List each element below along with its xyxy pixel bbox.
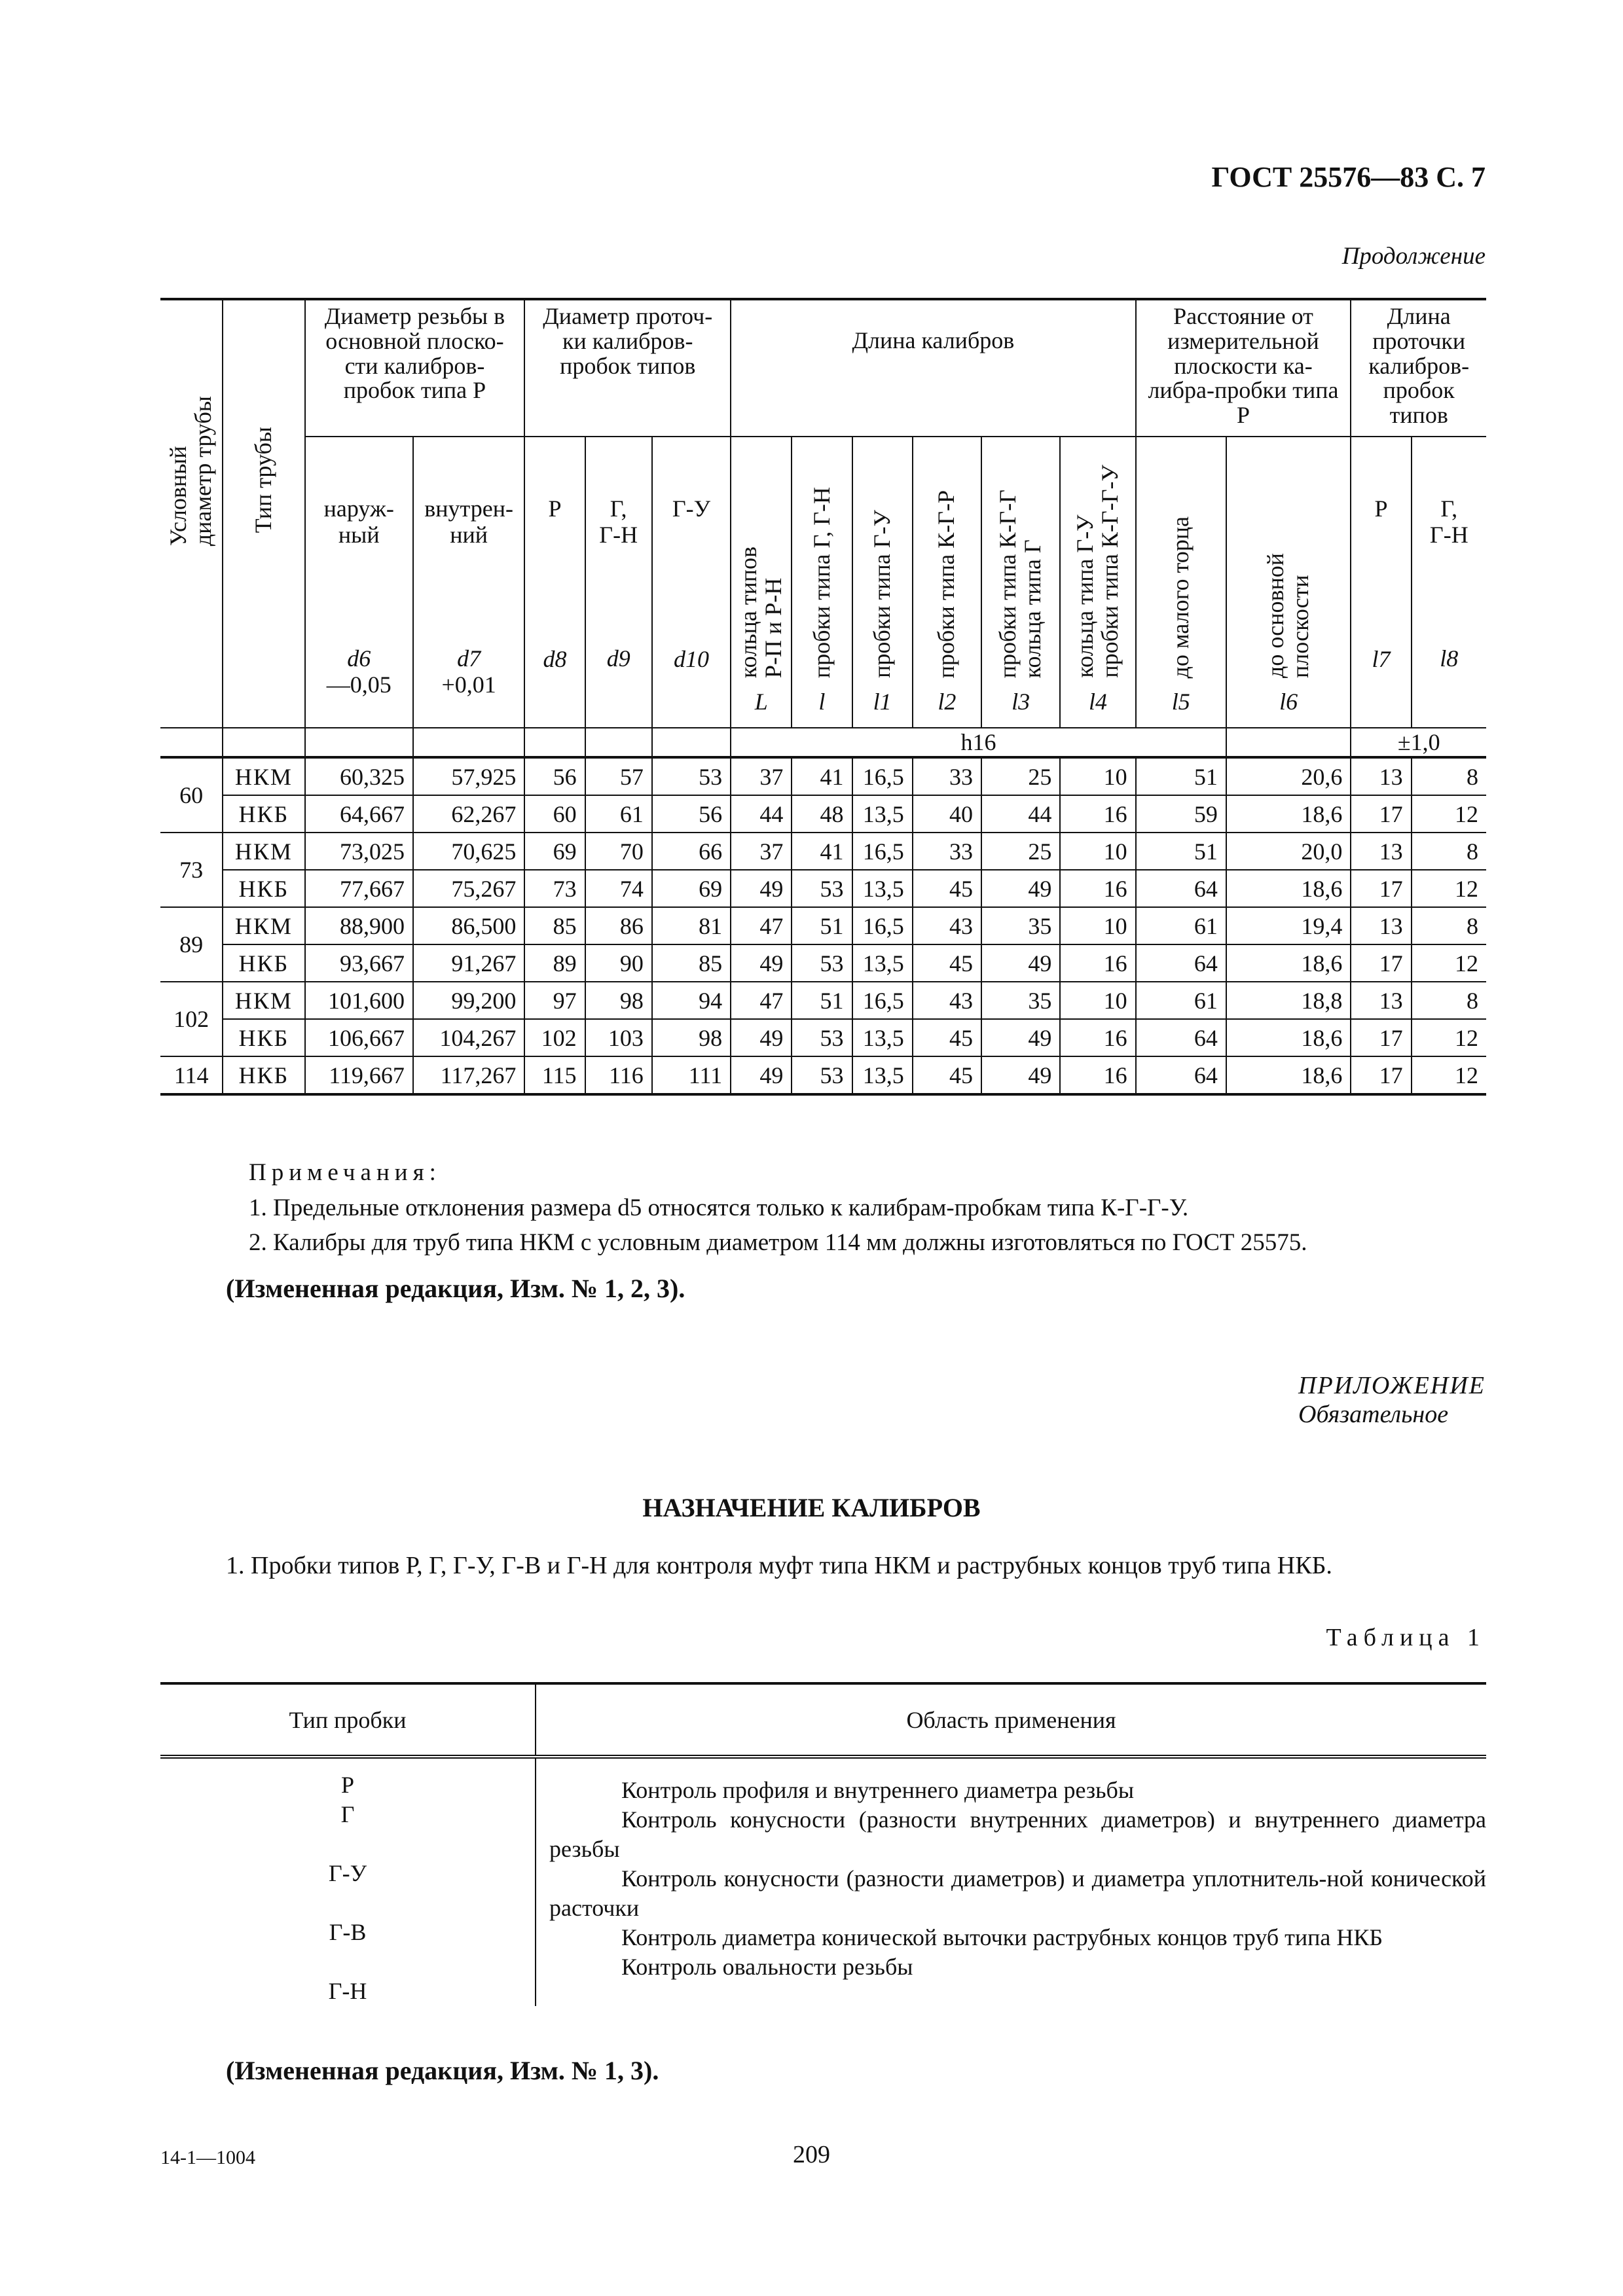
- cell-value: 8: [1412, 907, 1486, 944]
- cell-pipe-type: НКМ: [223, 757, 304, 795]
- table1-header-area: Область применения: [536, 1683, 1486, 1757]
- cell-pipe-type: НКМ: [223, 982, 304, 1019]
- sub-header-distance-l5: до малого торца l5: [1136, 437, 1226, 728]
- cell-value: 49: [731, 870, 792, 907]
- cell-value: 101,600: [305, 982, 413, 1019]
- table1-header-type: Тип пробки: [160, 1683, 536, 1757]
- table1-type: Г: [340, 1801, 355, 1827]
- sub-header-length-L: кольца типов Р-П и Р-Н L: [731, 437, 792, 728]
- cell-value: 97: [524, 982, 585, 1019]
- cell-value: 61: [1136, 907, 1226, 944]
- table1-type: Г-Н: [328, 1978, 367, 2004]
- cell-value: 86: [585, 907, 652, 944]
- cell-value: 62,267: [413, 795, 524, 833]
- table1-types-column: [160, 1757, 536, 2006]
- group-header-groove-length: Длина проточки калибров-пробок типов: [1351, 299, 1486, 437]
- table1-area: Контроль конусности (разности диаметров) и диаметра уплотнитель-ной конической расточки: [549, 1865, 1486, 1921]
- cell-value: 8: [1412, 757, 1486, 795]
- cell-value: 12: [1412, 795, 1486, 833]
- cell-value: 103: [585, 1019, 652, 1056]
- cell-value: 16: [1060, 944, 1135, 982]
- cell-value: 13,5: [852, 870, 913, 907]
- tolerance-pm: ±1,0: [1351, 728, 1486, 757]
- notes-title: Примечания:: [249, 1159, 441, 1186]
- page-header: ГОСТ 25576—83 С. 7: [1211, 161, 1486, 193]
- cell-value: 106,667: [305, 1019, 413, 1056]
- tolerance-h16: h16: [731, 728, 1226, 757]
- cell-pipe-type: НКБ: [223, 795, 304, 833]
- cell-value: 77,667: [305, 870, 413, 907]
- cell-value: 49: [731, 1056, 792, 1094]
- cell-value: 16: [1060, 870, 1135, 907]
- cell-value: 8: [1412, 833, 1486, 870]
- col-header-diameter: Условный диаметр трубы: [160, 299, 223, 728]
- cell-diameter: 114: [160, 1056, 223, 1094]
- cell-value: 75,267: [413, 870, 524, 907]
- cell-value: 56: [652, 795, 731, 833]
- cell-value: 60: [524, 795, 585, 833]
- cell-value: 104,267: [413, 1019, 524, 1056]
- cell-value: 17: [1351, 795, 1411, 833]
- cell-value: 91,267: [413, 944, 524, 982]
- cell-value: 25: [981, 757, 1060, 795]
- sub-header-length-l2: пробки типа К-Г-Р l2: [913, 437, 981, 728]
- cell-value: 53: [792, 870, 852, 907]
- table1-areas-column: [536, 1757, 1486, 2006]
- cell-value: 119,667: [305, 1056, 413, 1094]
- sub-header-distance-l6: до основной плоскости l6: [1226, 437, 1351, 728]
- cell-value: 12: [1412, 870, 1486, 907]
- cell-diameter: 102: [160, 982, 223, 1056]
- paragraph-1: 1. Пробки типов Р, Г, Г-У, Г-В и Г-Н для контроля муфт типа НКМ и раструбных концов труб типа НКБ.: [226, 1552, 1332, 1579]
- cell-value: 43: [913, 907, 981, 944]
- cell-value: 117,267: [413, 1056, 524, 1094]
- sub-header-g-gn: Г, Г-Н d9: [585, 437, 652, 728]
- cell-value: 16,5: [852, 907, 913, 944]
- gauge-dimensions-table: [160, 298, 1486, 1096]
- cell-value: 49: [981, 1056, 1060, 1094]
- cell-value: 45: [913, 1019, 981, 1056]
- cell-value: 43: [913, 982, 981, 1019]
- appendix-title: ПРИЛОЖЕНИЕ: [1298, 1372, 1486, 1399]
- cell-value: 44: [731, 795, 792, 833]
- cell-value: 94: [652, 982, 731, 1019]
- cell-value: 10: [1060, 982, 1135, 1019]
- cell-value: 16: [1060, 795, 1135, 833]
- cell-value: 51: [1136, 757, 1226, 795]
- cell-value: 70: [585, 833, 652, 870]
- group-header-thread-diameter: Диаметр резьбы в основной плоско-сти калибров-пробок типа Р: [305, 299, 525, 437]
- cell-value: 69: [524, 833, 585, 870]
- cell-value: 85: [652, 944, 731, 982]
- note-2: 2. Калибры для труб типа НКМ с условным диаметром 114 мм должны изготовляться по ГОСТ 25575.: [249, 1229, 1307, 1257]
- cell-pipe-type: НКБ: [223, 870, 304, 907]
- cell-value: 49: [731, 1019, 792, 1056]
- cell-value: 20,0: [1226, 833, 1351, 870]
- cell-pipe-type: НКБ: [223, 944, 304, 982]
- section-title: НАЗНАЧЕНИЕ КАЛИБРОВ: [642, 1493, 981, 1522]
- cell-pipe-type: НКБ: [223, 1056, 304, 1094]
- cell-value: 59: [1136, 795, 1226, 833]
- cell-value: 35: [981, 982, 1060, 1019]
- cell-diameter: 89: [160, 907, 223, 982]
- cell-value: 49: [981, 1019, 1060, 1056]
- cell-value: 69: [652, 870, 731, 907]
- cell-value: 16,5: [852, 833, 913, 870]
- cell-value: 88,900: [305, 907, 413, 944]
- cell-value: 18,6: [1226, 795, 1351, 833]
- footer-code: 14-1—1004: [160, 2147, 255, 2168]
- group-header-gauge-length: Длина калибров: [731, 299, 1135, 437]
- table-row: [160, 833, 1486, 870]
- cell-value: 16,5: [852, 982, 913, 1019]
- cell-value: 16,5: [852, 757, 913, 795]
- cell-value: 57: [585, 757, 652, 795]
- cell-value: 45: [913, 870, 981, 907]
- cell-value: 13: [1351, 907, 1411, 944]
- sub-header-p: Р d8: [524, 437, 585, 728]
- cell-value: 17: [1351, 1056, 1411, 1094]
- cell-value: 64,667: [305, 795, 413, 833]
- cell-value: 18,6: [1226, 944, 1351, 982]
- cell-value: 73: [524, 870, 585, 907]
- cell-value: 13,5: [852, 1056, 913, 1094]
- plug-types-table: [160, 1682, 1486, 2006]
- sub-header-groove-g: Г, Г-Н l8: [1412, 437, 1486, 728]
- cell-value: 57,925: [413, 757, 524, 795]
- table1-area: Контроль диаметра конической выточки раструбных концов труб типа НКБ: [621, 1924, 1383, 1950]
- cell-value: 12: [1412, 944, 1486, 982]
- cell-pipe-type: НКМ: [223, 833, 304, 870]
- table1-area: Контроль овальности резьбы: [621, 1953, 913, 1980]
- cell-value: 41: [792, 757, 852, 795]
- cell-value: 49: [731, 944, 792, 982]
- cell-value: 98: [652, 1019, 731, 1056]
- sub-header-length-l: пробки типа Г, Г-Н l: [792, 437, 852, 728]
- cell-value: 12: [1412, 1056, 1486, 1094]
- cell-value: 116: [585, 1056, 652, 1094]
- cell-value: 53: [792, 944, 852, 982]
- cell-value: 49: [981, 870, 1060, 907]
- cell-value: 33: [913, 833, 981, 870]
- table-row: [160, 1056, 1486, 1094]
- cell-value: 98: [585, 982, 652, 1019]
- cell-value: 45: [913, 1056, 981, 1094]
- cell-value: 111: [652, 1056, 731, 1094]
- cell-value: 74: [585, 870, 652, 907]
- sub-header-inner: внутрен- ний d7 +0,01: [413, 437, 524, 728]
- cell-value: 61: [1136, 982, 1226, 1019]
- cell-value: 17: [1351, 944, 1411, 982]
- cell-value: 16: [1060, 1019, 1135, 1056]
- cell-value: 86,500: [413, 907, 524, 944]
- continuation-label: Продолжение: [1341, 243, 1486, 270]
- table-row: [160, 944, 1486, 982]
- table1-area: Контроль конусности (разности внутренних диаметров) и внутреннего диаметра резьбы: [549, 1806, 1486, 1862]
- cell-value: 8: [1412, 982, 1486, 1019]
- cell-value: 102: [524, 1019, 585, 1056]
- sub-header-length-l1: пробки типа Г-У l1: [852, 437, 913, 728]
- cell-value: 47: [731, 982, 792, 1019]
- cell-value: 18,6: [1226, 1056, 1351, 1094]
- cell-value: 48: [792, 795, 852, 833]
- cell-value: 33: [913, 757, 981, 795]
- cell-value: 64: [1136, 1056, 1226, 1094]
- cell-value: 41: [792, 833, 852, 870]
- sub-header-outer: наруж- ный d6 —0,05: [305, 437, 413, 728]
- cell-value: 66: [652, 833, 731, 870]
- cell-value: 53: [792, 1019, 852, 1056]
- table-row: [160, 870, 1486, 907]
- cell-value: 51: [792, 982, 852, 1019]
- cell-value: 12: [1412, 1019, 1486, 1056]
- cell-value: 53: [652, 757, 731, 795]
- page-number: 209: [793, 2141, 830, 2168]
- cell-value: 10: [1060, 907, 1135, 944]
- cell-value: 10: [1060, 757, 1135, 795]
- cell-value: 64: [1136, 870, 1226, 907]
- cell-value: 17: [1351, 870, 1411, 907]
- cell-value: 19,4: [1226, 907, 1351, 944]
- cell-value: 51: [1136, 833, 1226, 870]
- table1-area: Контроль профиля и внутреннего диаметра резьбы: [621, 1776, 1135, 1803]
- amendment-note-1: (Измененная редакция, Изм. № 1, 2, 3).: [226, 1274, 685, 1303]
- sub-header-length-l3: пробки типа К-Г-Г кольца типа Г l3: [981, 437, 1060, 728]
- note-1: 1. Предельные отклонения размера d5 относятся только к калибрам-пробкам типа К-Г-Г-У.: [249, 1194, 1189, 1221]
- cell-value: 17: [1351, 1019, 1411, 1056]
- cell-value: 56: [524, 757, 585, 795]
- cell-value: 13,5: [852, 795, 913, 833]
- table1-type: Г-В: [329, 1919, 367, 1945]
- cell-value: 85: [524, 907, 585, 944]
- table-row: [160, 907, 1486, 944]
- cell-value: 70,625: [413, 833, 524, 870]
- cell-value: 18,6: [1226, 870, 1351, 907]
- cell-value: 47: [731, 907, 792, 944]
- cell-value: 61: [585, 795, 652, 833]
- cell-value: 18,6: [1226, 1019, 1351, 1056]
- table-row: [160, 1019, 1486, 1056]
- table1-type: Р: [340, 1772, 355, 1798]
- cell-value: 13,5: [852, 1019, 913, 1056]
- cell-value: 13: [1351, 833, 1411, 870]
- cell-value: 37: [731, 757, 792, 795]
- cell-value: 81: [652, 907, 731, 944]
- cell-value: 25: [981, 833, 1060, 870]
- col-header-pipe-type: Тип трубы: [223, 299, 304, 728]
- cell-value: 115: [524, 1056, 585, 1094]
- cell-pipe-type: НКБ: [223, 1019, 304, 1056]
- cell-value: 44: [981, 795, 1060, 833]
- amendment-note-2: (Измененная редакция, Изм. № 1, 3).: [226, 2056, 659, 2085]
- cell-value: 20,6: [1226, 757, 1351, 795]
- table-row: [160, 795, 1486, 833]
- cell-value: 93,667: [305, 944, 413, 982]
- appendix-subtitle: Обязательное: [1298, 1401, 1449, 1428]
- cell-value: 18,8: [1226, 982, 1351, 1019]
- cell-value: 60,325: [305, 757, 413, 795]
- table-row: [160, 757, 1486, 795]
- cell-value: 64: [1136, 1019, 1226, 1056]
- cell-value: 13: [1351, 757, 1411, 795]
- notes: [249, 1155, 1307, 1261]
- cell-diameter: 73: [160, 833, 223, 907]
- table1-label: Таблица 1: [1326, 1624, 1486, 1651]
- cell-value: 10: [1060, 833, 1135, 870]
- cell-diameter: 60: [160, 757, 223, 833]
- cell-value: 13,5: [852, 944, 913, 982]
- cell-value: 35: [981, 907, 1060, 944]
- cell-value: 51: [792, 907, 852, 944]
- cell-value: 90: [585, 944, 652, 982]
- cell-value: 49: [981, 944, 1060, 982]
- cell-value: 37: [731, 833, 792, 870]
- sub-header-groove-p: Р l7: [1351, 437, 1411, 728]
- table1-type: Г-У: [328, 1860, 367, 1886]
- table-row: [160, 982, 1486, 1019]
- cell-pipe-type: НКМ: [223, 907, 304, 944]
- sub-header-gu: Г-У d10: [652, 437, 731, 728]
- cell-value: 45: [913, 944, 981, 982]
- cell-value: 64: [1136, 944, 1226, 982]
- cell-value: 40: [913, 795, 981, 833]
- group-header-distance: Расстояние от измерительной плоскости ка-либра-пробки типа Р: [1136, 299, 1351, 437]
- sub-header-length-l4: кольца типа Г-У пробки типа К-Г-Г-У l4: [1060, 437, 1135, 728]
- group-header-groove-diameter: Диаметр проточ-ки калибров-пробок типов: [524, 299, 731, 437]
- cell-value: 16: [1060, 1056, 1135, 1094]
- cell-value: 53: [792, 1056, 852, 1094]
- cell-value: 89: [524, 944, 585, 982]
- appendix-heading: [1298, 1371, 1486, 1429]
- cell-value: 13: [1351, 982, 1411, 1019]
- cell-value: 73,025: [305, 833, 413, 870]
- cell-value: 99,200: [413, 982, 524, 1019]
